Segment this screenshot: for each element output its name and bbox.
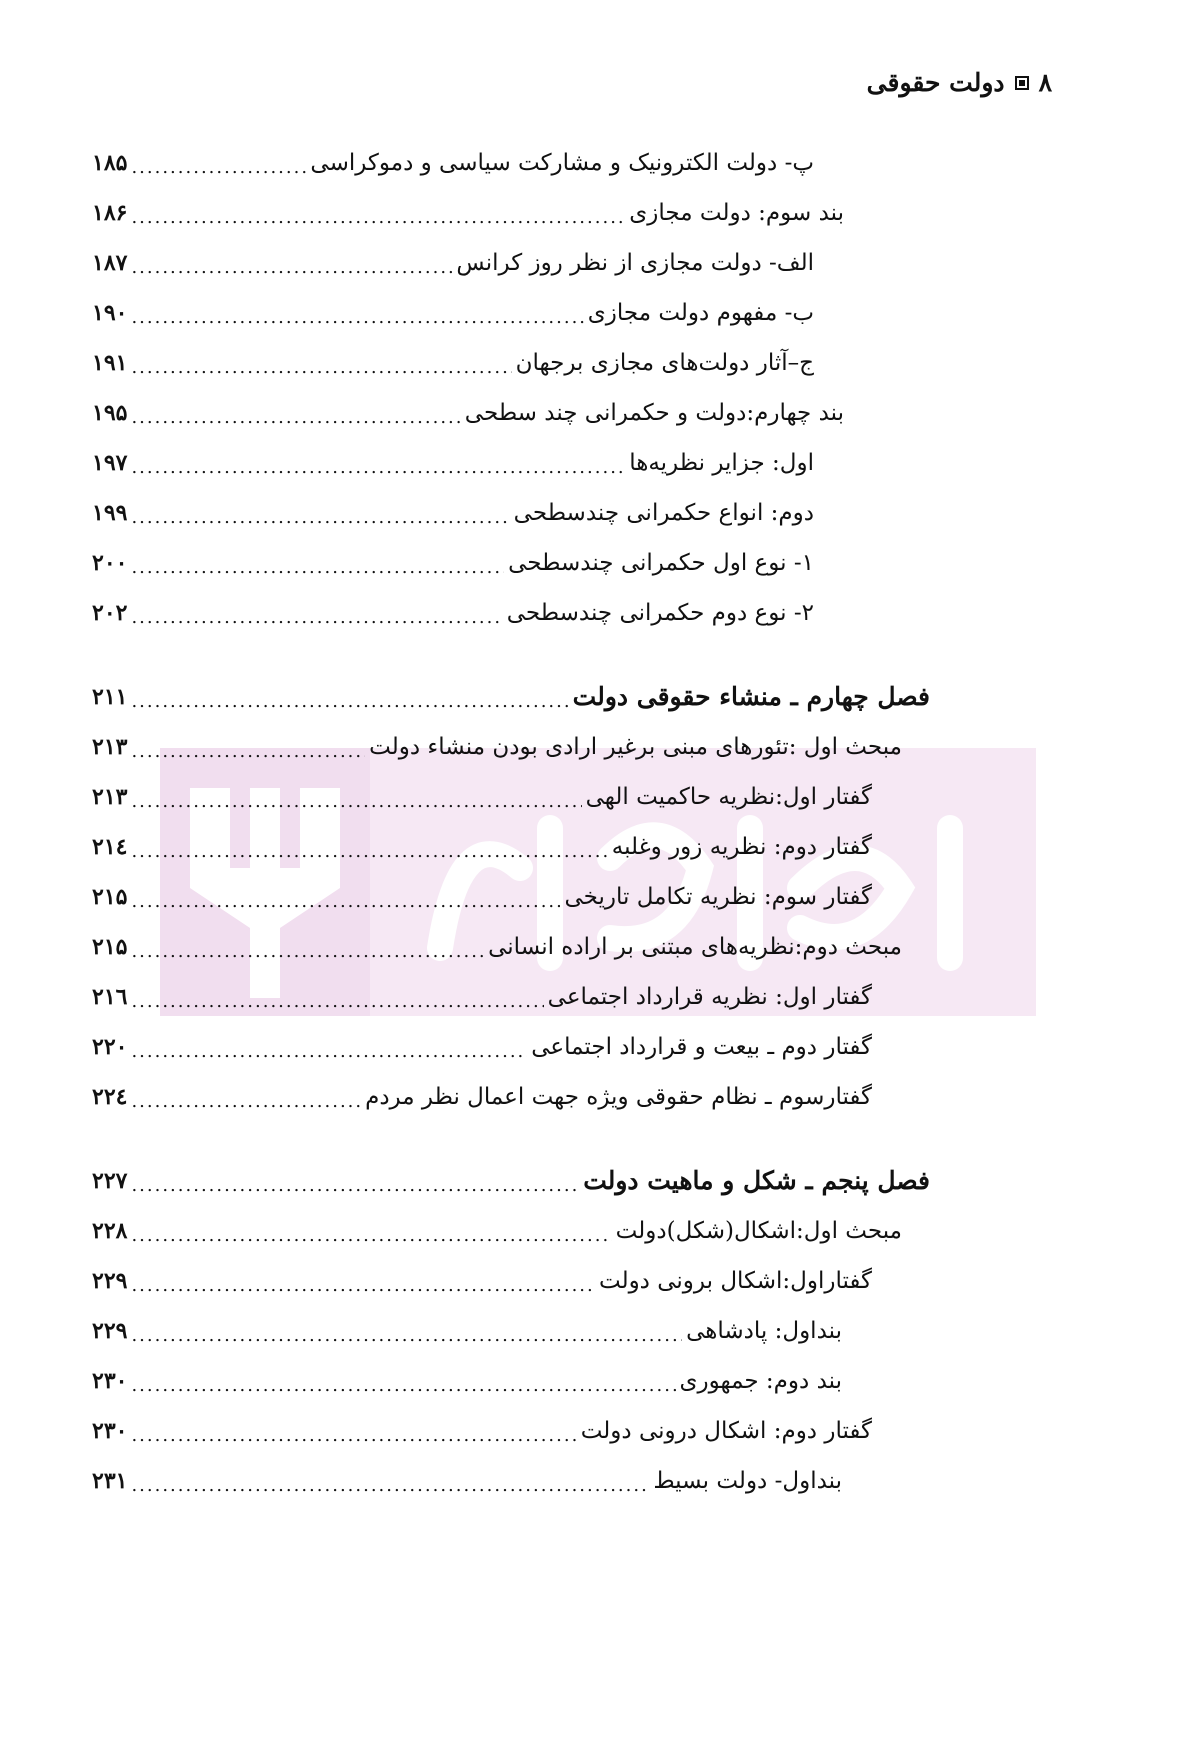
toc-entry[interactable] [92, 238, 814, 278]
dot-leader [131, 892, 560, 912]
toc-page-number: ۲۱۳ [92, 734, 128, 760]
toc-entry-title: گفتاراول:اشکال برونی دولت [598, 1268, 872, 1294]
dot-leader [131, 1326, 682, 1346]
toc-entry[interactable] [92, 772, 872, 812]
toc-entry[interactable] [92, 1022, 872, 1062]
toc-page-number: ۱۹۹ [92, 500, 128, 526]
dot-leader [131, 308, 583, 328]
toc-page-number: ۲۱۵ [92, 884, 128, 910]
dot-leader [131, 508, 509, 528]
toc-entry-title: گفتار اول: نظریه قرارداد اجتماعی [547, 984, 872, 1010]
toc-page-number: ۲۱۳ [92, 784, 128, 810]
toc-entry[interactable] [92, 1072, 872, 1112]
dot-leader [131, 742, 365, 762]
toc-entry[interactable] [92, 138, 814, 178]
toc-page-number: ۲۲۰ [92, 1034, 128, 1060]
toc-entry[interactable] [92, 1256, 872, 1296]
dot-leader [131, 1042, 527, 1062]
toc-entry-title: الف- دولت مجازی از نظر روز کرانس [456, 250, 814, 276]
toc-entry[interactable] [92, 972, 872, 1012]
dot-leader [131, 942, 484, 962]
toc-entry-title: ۱- نوع اول حکمرانی چندسطحی [508, 550, 814, 576]
toc-entry-title: گفتارسوم ـ نظام حقوقی ویژه جهت اعمال نظر مردم [365, 1084, 872, 1110]
toc-entry-title: مبحث اول:اشکال(شکل)دولت [615, 1218, 902, 1244]
toc-entry-title: دوم: انواع حکمرانی چندسطحی [513, 500, 814, 526]
dot-leader [131, 1426, 576, 1446]
dot-leader [131, 792, 581, 812]
toc-page-number: ۲۱٤ [92, 834, 128, 860]
dot-leader [131, 608, 502, 628]
toc-chapter-entry[interactable] [92, 1156, 930, 1196]
dot-leader [131, 842, 607, 862]
toc-entry-title: گفتار دوم: اشکال درونی دولت [580, 1418, 872, 1444]
toc-page-number: ۲۲۷ [92, 1168, 128, 1194]
toc-page-number: ۱۸۶ [92, 200, 128, 226]
toc-entry-title: گفتار دوم ـ بیعت و قرارداد اجتماعی [531, 1034, 872, 1060]
dot-leader [131, 458, 625, 478]
toc-entry-title: ج–آثار دولت‌های مجازی برجهان [515, 350, 814, 376]
toc-page-number: ۲۰۰ [92, 550, 128, 576]
toc-page-number: ۱۹۷ [92, 450, 128, 476]
dot-leader [131, 208, 625, 228]
dot-leader [131, 1376, 675, 1396]
toc-entry[interactable] [92, 1406, 872, 1446]
dot-leader [131, 692, 568, 712]
toc-entry-title: گفتار سوم: نظریه تکامل تاریخی [564, 884, 872, 910]
toc-page-number: ۲۳۰ [92, 1418, 128, 1444]
dot-leader [131, 408, 460, 428]
toc-page-number: ۱۸۷ [92, 250, 128, 276]
toc-entry-title: پ- دولت الکترونیک و مشارکت سیاسی و دموکراسی [310, 150, 814, 176]
toc-entry-title: گفتار اول:نظریه حاکمیت الهی [585, 784, 872, 810]
toc-page-number: ۲۰۲ [92, 600, 128, 626]
dot-leader [131, 1476, 649, 1496]
toc-entry[interactable] [92, 722, 902, 762]
toc-page-number: ۲۱۵ [92, 934, 128, 960]
toc-entry-title: مبحث اول :تئورهای مبنی برغیر ارادی بودن منشاء دولت [369, 734, 902, 760]
toc-entry-title: فصل پنجم ـ شکل و ماهیت دولت [583, 1166, 930, 1195]
toc-entry[interactable] [92, 1456, 842, 1496]
toc-entry-title: فصل چهارم ـ منشاء حقوقی دولت [572, 682, 930, 711]
dot-leader [131, 158, 306, 178]
toc-page-number: ۲۲۹ [92, 1318, 128, 1344]
toc-page-number: ۱۹۰ [92, 300, 128, 326]
dot-leader [131, 1226, 611, 1246]
toc-entry[interactable] [92, 922, 902, 962]
toc-page-number: ۲۲۹ [92, 1268, 128, 1294]
page-number: ۸ [1038, 68, 1052, 97]
toc-entry-title: مبحث دوم:نظریه‌های مبتنی بر اراده انسانی [488, 934, 902, 960]
book-title: دولت حقوقی [866, 68, 1005, 97]
toc-page-number: ۲۲٤ [92, 1084, 128, 1110]
toc-entry-title: گفتار دوم: نظریه زور وغلبه [611, 834, 872, 860]
toc-page-number: ۱۹۱ [92, 350, 128, 376]
toc-entry[interactable] [92, 1306, 842, 1346]
toc-page-number: ۲۳۰ [92, 1368, 128, 1394]
toc-entry[interactable] [92, 388, 844, 428]
dot-leader [131, 358, 511, 378]
dot-leader [131, 1176, 579, 1196]
toc-entry-title: اول: جزایر نظریه‌ها [629, 450, 814, 476]
toc-entry[interactable] [92, 288, 814, 328]
dot-leader [131, 558, 504, 578]
toc-entry-title: بند چهارم:دولت و حکمرانی چند سطحی [464, 400, 844, 426]
toc-entry[interactable] [92, 538, 814, 578]
toc-entry[interactable] [92, 588, 814, 628]
toc-page-number: ۱۸۵ [92, 150, 128, 176]
toc-entry[interactable] [92, 822, 872, 862]
toc-entry[interactable] [92, 1356, 842, 1396]
toc-entry-title: بنداول: پادشاهی [686, 1318, 842, 1344]
dot-leader [131, 1276, 595, 1296]
toc-entry[interactable] [92, 488, 814, 528]
dot-leader [131, 992, 543, 1012]
toc-entry-title: بند سوم: دولت مجازی [629, 200, 844, 226]
toc-page-number: ۲۳۱ [92, 1468, 128, 1494]
toc-entry-title: ۲- نوع دوم حکمرانی چندسطحی [506, 600, 814, 626]
toc-entry[interactable] [92, 188, 844, 228]
toc-entry[interactable] [92, 338, 814, 378]
toc-entry-title: بند دوم: جمهوری [679, 1368, 842, 1394]
toc-entry-title: بنداول- دولت بسیط [653, 1468, 842, 1494]
toc-entry[interactable] [92, 872, 872, 912]
toc-entry-title: ب- مفهوم دولت مجازی [587, 300, 814, 326]
dot-leader [131, 1092, 361, 1112]
toc-page-number: ۲۱٦ [92, 984, 128, 1010]
toc-chapter-entry[interactable] [92, 672, 930, 712]
toc-page-number: ۲۲۸ [92, 1218, 128, 1244]
dot-leader [131, 258, 452, 278]
toc-page-number: ۲۱۱ [92, 684, 128, 710]
toc-page-number: ۱۹۵ [92, 400, 128, 426]
toc-entry[interactable] [92, 438, 814, 478]
toc-entry[interactable] [92, 1206, 902, 1246]
